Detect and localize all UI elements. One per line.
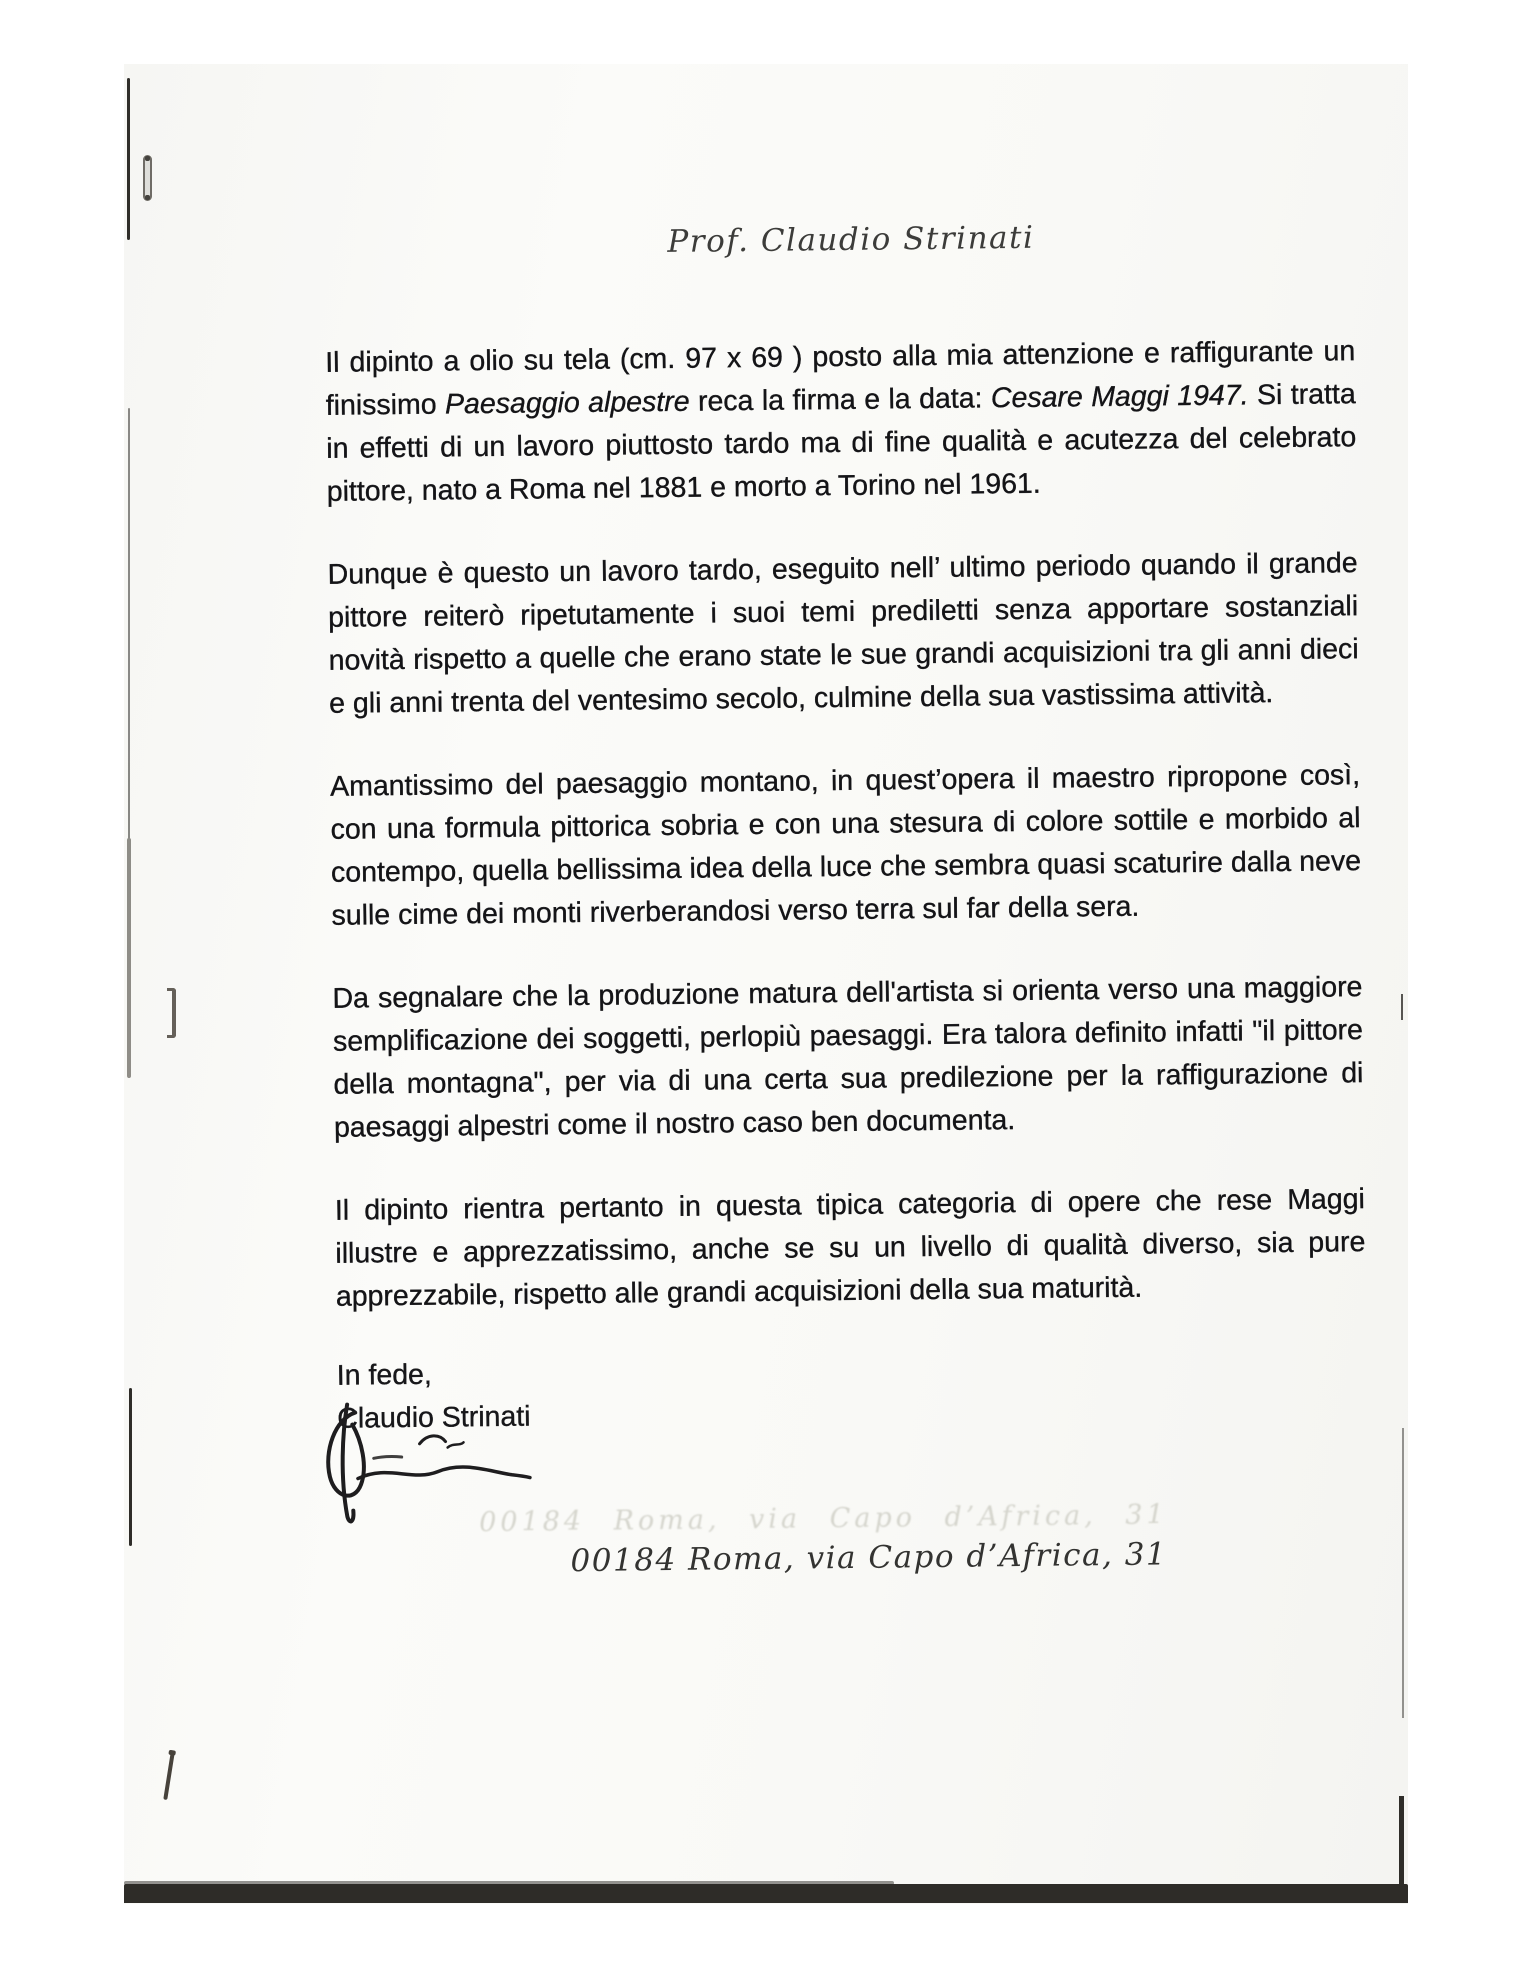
paragraph-1-run-1: Il dipinto a olio su tela (cm. 97 x 69 ) posto alla mia attenzione e raffigurante un finissimo: [325, 335, 1356, 422]
scan-edge-artifact-right-lower: [1402, 1428, 1404, 1718]
scan-edge-artifact-left-bottom: [129, 1388, 132, 1546]
scan-edge-artifact-left-top: [127, 78, 130, 240]
staple-mark-middle: [167, 988, 176, 1038]
paragraph-1: [325, 330, 1357, 514]
scan-edge-artifact-left-middle: [128, 408, 130, 1078]
paragraph-1-artwork-title: Paesaggio alpestre: [444, 385, 690, 421]
paragraph-1-run-2: reca la firma e la data:: [689, 382, 992, 418]
paragraph-3: Amantissimo del paesaggio montano, in quest’opera il maestro ripropone così, con una formula pittorica sobria e con una stesura di colore sottile e morbido al contempo, quella bellissima idea della luce che sembra quasi scaturire dalla neve sulle cime dei monti riverberandosi verso terra sul far della sera.: [329, 759, 1362, 932]
paragraph-5: Il dipinto rientra pertanto in questa tipica categoria di opere che rese Maggi illustre e apprezzatissimo, anche se su un livello di qualità diverso, sia pure apprezzabile, rispetto alle grandi acquisizioni della sua maturità.: [334, 1183, 1366, 1313]
scan-edge-artifact-bottom: [124, 1884, 1408, 1903]
paragraph-2: Dunque è questo un lavoro tardo, eseguito nell’ ultimo periodo quando il grande pittore reiterò ripetutamente i suoi temi prediletti senza apportare sostanziali novità rispetto a quelle che erano state le sue grandi acquisizioni tra gli anni dieci e gli anni trenta del ventesimo secolo, culmine della sua vastissima attività.: [327, 547, 1359, 720]
show-through-ghost-text: 00184 Roma, via Capo d’Africa, 31: [478, 1499, 1168, 1539]
letter-content: [322, 64, 1369, 1582]
letterhead-name: Prof. Claudio Strinati: [667, 219, 1035, 260]
handwritten-signature: [337, 1415, 1368, 1505]
signer-typed-name: Claudio Strinati: [337, 1400, 531, 1435]
footer-address: 00184 Roma, via Capo d’Africa, 31: [570, 1536, 1168, 1580]
paragraph-4: Da segnalare che la produzione matura dell'artista si orienta verso una maggiore semplificazione dei soggetti, perlopiù paesaggi. Era talora definito infatti "il pittore della montagna", per via di una certa sua predilezione per la raffigurazione di paesaggi alpestri come il nostro caso ben documenta.: [332, 971, 1364, 1144]
paragraph-1-signature-date: Cesare Maggi 1947.: [990, 379, 1249, 415]
staple-mark-top: [143, 155, 152, 201]
paragraph-1-run-3: Si tratta in effetti di un lavoro piuttosto tardo ma di fine qualità e acutezza del celebrato pittore, nato a Roma nel 1881 e morto a Torino nel 1961.: [326, 378, 1357, 508]
letter-body: [325, 330, 1366, 1319]
valediction: In fede,: [336, 1358, 433, 1392]
scan-edge-artifact-right-upper: [1401, 994, 1403, 1020]
